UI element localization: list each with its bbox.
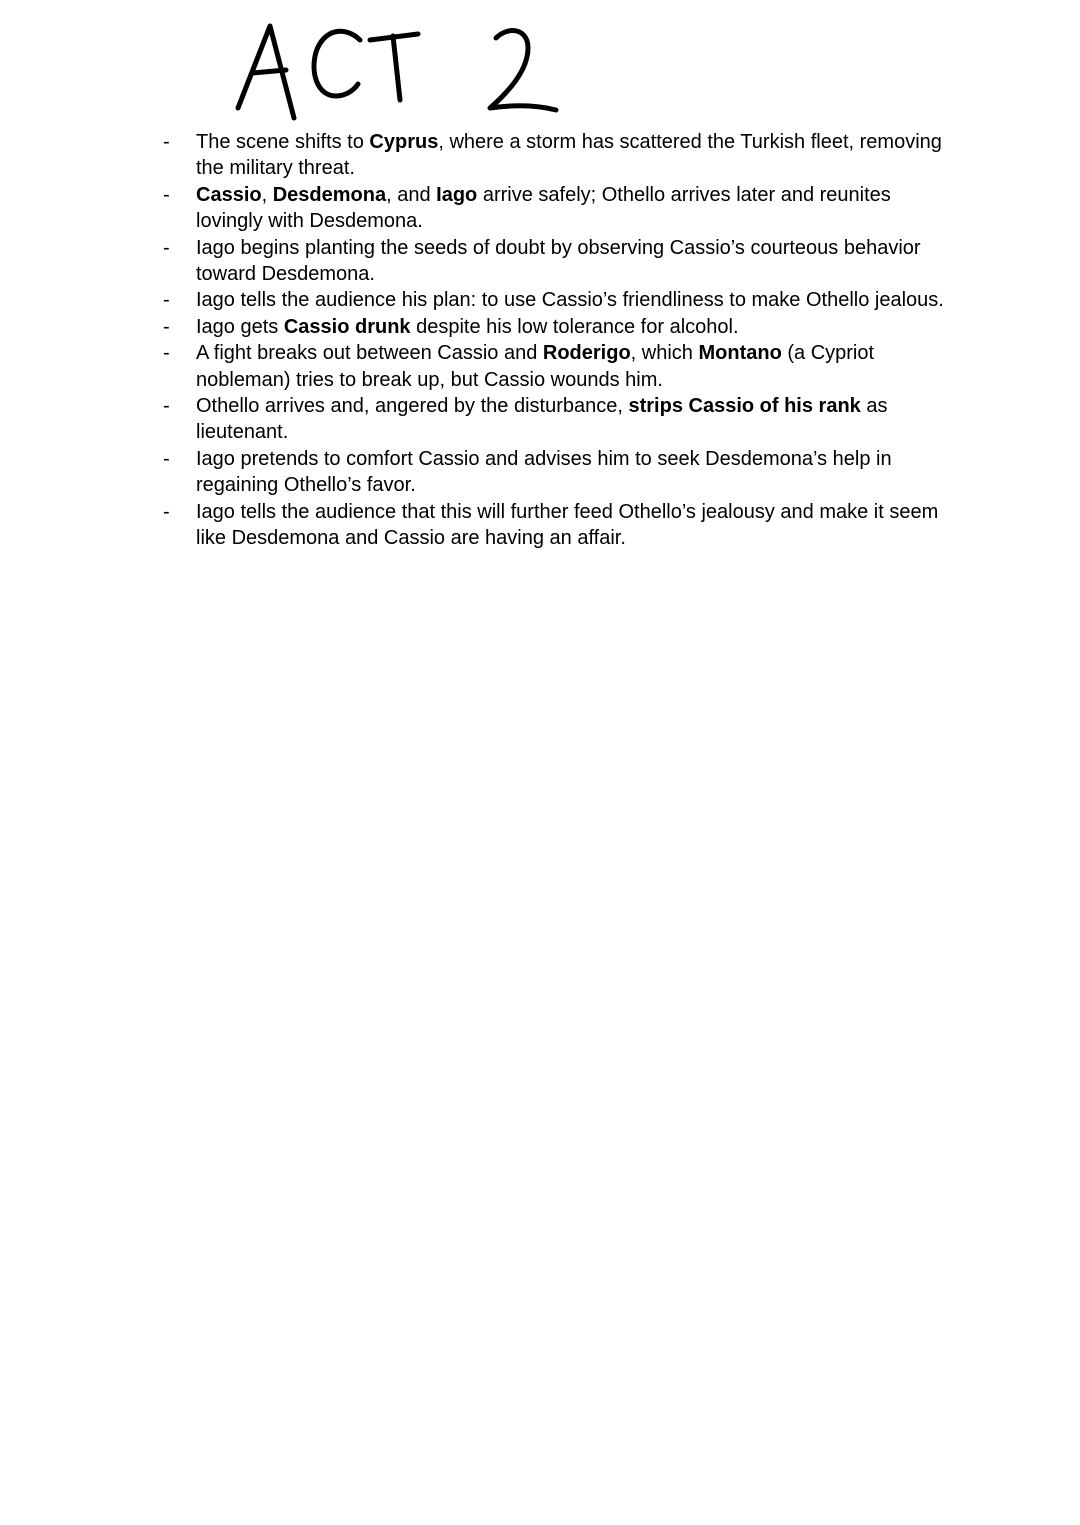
text-run: Iago gets <box>196 315 284 338</box>
list-item <box>160 314 960 340</box>
text-run: toward Desdemona. <box>196 263 375 286</box>
text-run: despite his low tolerance for alcohol. <box>410 315 739 338</box>
list-item-line <box>196 182 960 208</box>
list-item <box>160 129 960 182</box>
text-run: , and <box>386 183 437 206</box>
list-item-line <box>196 129 960 155</box>
list-item-line <box>196 525 960 551</box>
list-item <box>160 499 960 552</box>
text-run: nobleman) tries to break up, but Cassio wounds him. <box>196 368 663 391</box>
bullet-dash: - <box>163 236 170 259</box>
bullet-dash: - <box>163 395 170 418</box>
text-run: Iago pretends to comfort Cassio and advises him to seek Desdemona’s help in <box>196 447 892 470</box>
text-run: arrive safely; Othello arrives later and reunites <box>477 183 891 206</box>
list-item <box>160 393 960 446</box>
text-run: , where a storm has scattered the Turkish fleet, removing <box>438 131 942 153</box>
list-item-line <box>196 499 960 525</box>
bullet-dash: - <box>163 500 170 523</box>
bold-text: Iago <box>436 183 478 206</box>
bullet-dash: - <box>163 183 170 206</box>
list-item-line <box>196 393 960 419</box>
text-run: lovingly with Desdemona. <box>196 210 423 233</box>
bold-text: Desdemona <box>272 183 387 206</box>
text-run: A fight breaks out between Cassio and <box>196 342 543 365</box>
bullet-dash: - <box>163 447 170 470</box>
bold-text: Roderigo <box>542 342 631 365</box>
text-run: Iago tells the audience his plan: to use Cassio’s friendliness to make Othello jealous. <box>196 289 944 312</box>
bold-text: Cassio drunk <box>283 315 411 338</box>
text-run: the military threat. <box>196 157 355 180</box>
bullet-dash: - <box>163 315 170 338</box>
list-item-line <box>196 235 960 261</box>
list-item-line <box>196 472 960 498</box>
text-run: lieutenant. <box>196 421 289 444</box>
text-run: Iago begins planting the seeds of doubt by observing Cassio’s courteous behavior <box>196 236 921 259</box>
list-item <box>160 182 960 235</box>
bullet-dash: - <box>163 289 170 312</box>
bullet-dash: - <box>163 131 170 153</box>
list-item <box>160 446 960 499</box>
bold-text: Cyprus <box>369 131 439 153</box>
list-item <box>160 287 960 313</box>
list-item-line <box>196 208 960 234</box>
bold-text: Cassio <box>196 183 262 206</box>
list-item-line <box>196 340 960 366</box>
list-item-line <box>196 155 960 181</box>
text-run: regaining Othello’s favor. <box>196 474 416 497</box>
list-item <box>160 235 960 288</box>
text-run: like Desdemona and Cassio are having an affair. <box>196 527 626 550</box>
list-item <box>160 340 960 393</box>
list-item-line <box>196 367 960 393</box>
summary-list <box>160 129 960 552</box>
text-run: as <box>860 395 888 418</box>
bold-text: Montano <box>698 342 782 365</box>
text-run: , which <box>630 342 699 365</box>
bullet-dash: - <box>163 342 170 365</box>
text-run: Othello arrives and, angered by the disturbance, <box>196 395 629 418</box>
list-item-line <box>196 314 960 340</box>
text-run: Iago tells the audience that this will further feed Othello’s jealousy and make it seem <box>196 500 939 523</box>
text-run: , <box>261 183 273 206</box>
list-item-line <box>196 261 960 287</box>
bold-text: strips Cassio of his rank <box>628 395 861 418</box>
text-run: The scene shifts to <box>196 131 370 153</box>
text-run: (a Cypriot <box>781 342 875 365</box>
list-item-line <box>196 287 960 313</box>
list-item-line <box>196 419 960 445</box>
list-item-line <box>196 446 960 472</box>
handwritten-heading <box>228 18 568 126</box>
